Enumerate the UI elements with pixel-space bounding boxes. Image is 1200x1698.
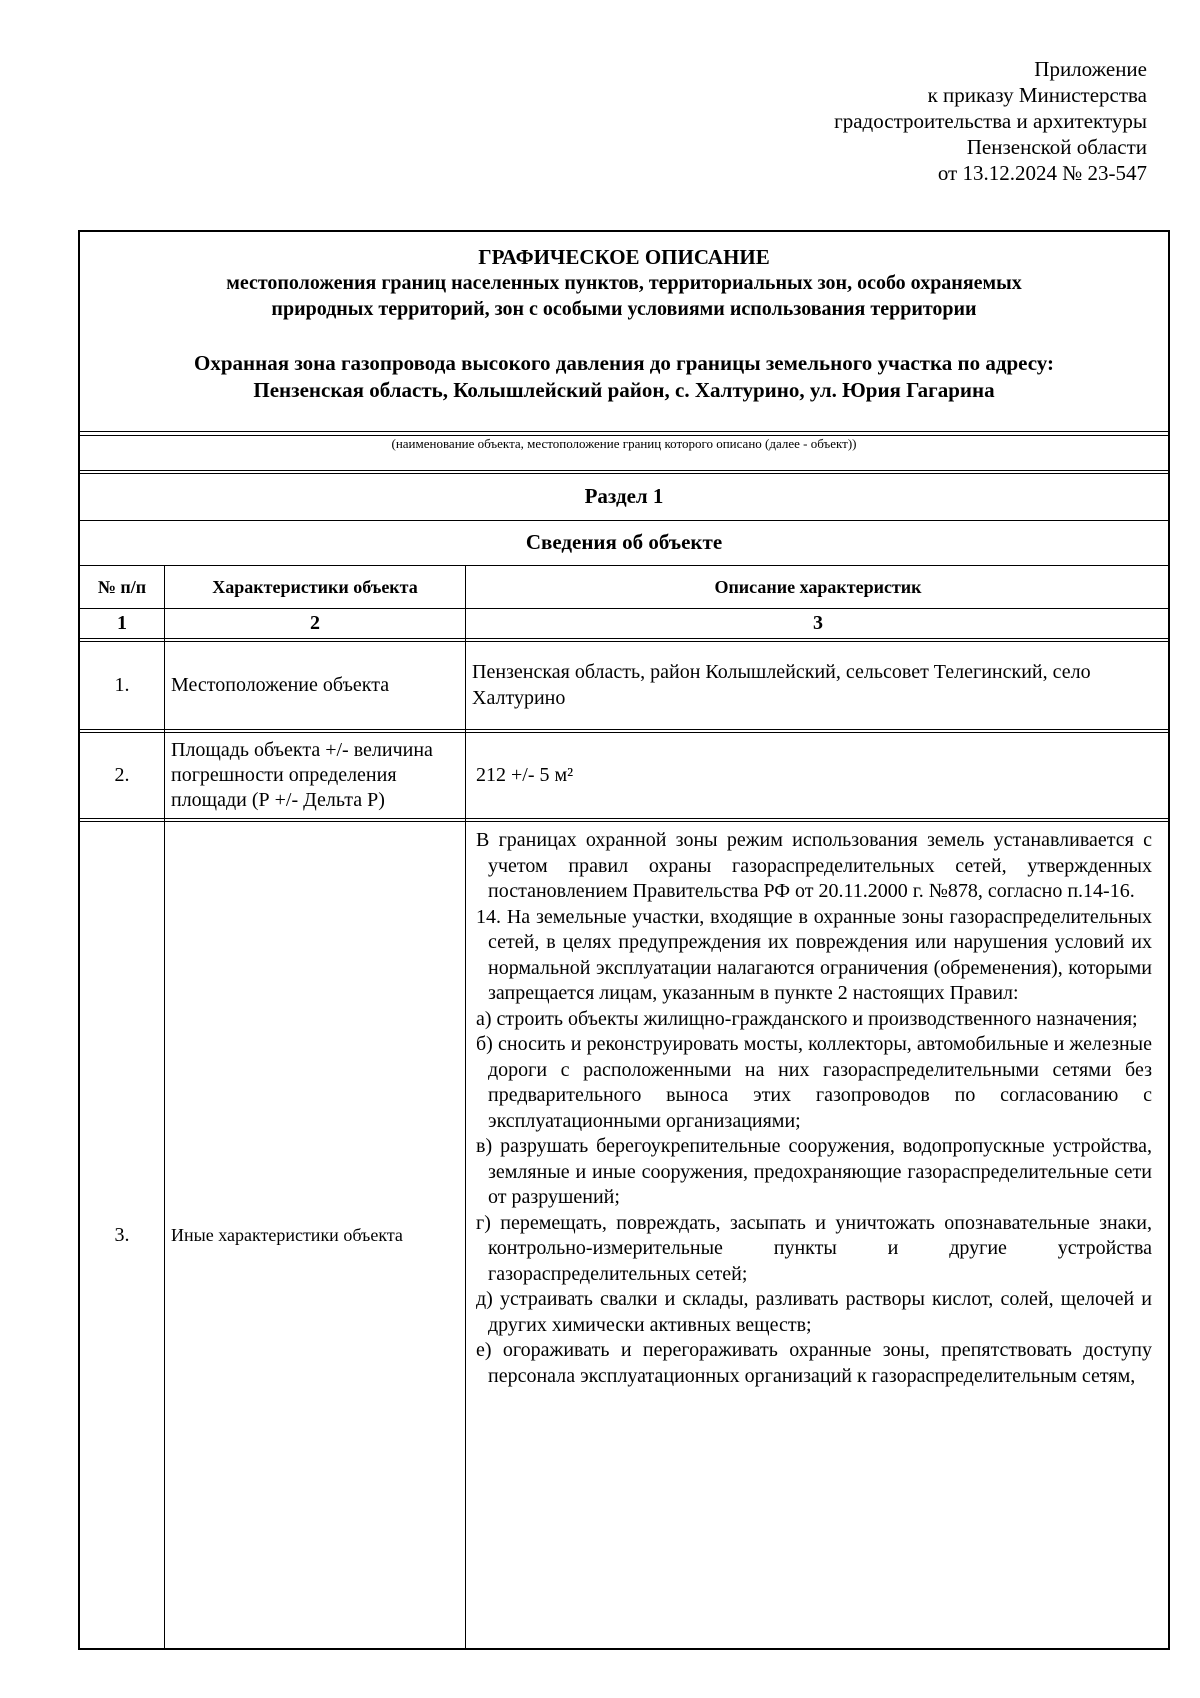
description-paragraph: а) строить объекты жилищно-гражданского и производственного назначения; xyxy=(476,1007,1138,1030)
column-number: 2 xyxy=(310,612,320,634)
table-row-number: 1. xyxy=(114,674,130,696)
table-row-value: Пензенская область, район Колышлейский, сельсовет Телегинский, село Халтурино xyxy=(472,661,1091,709)
description-paragraph: в) разрушать берегоукрепительные сооружения, водопропускные устройства, земляные и иные сооружения, предохраняющие газораспределительные сети от разрушений; xyxy=(476,1135,1152,1208)
table-row-name: Площадь объекта +/- величина погрешности определения площади (Р +/- Дельта Р) xyxy=(171,738,433,811)
object-name-line: Охранная зона газопровода высокого давления до границы земельного участка по адресу: xyxy=(194,351,1054,375)
document-header xyxy=(80,232,1168,432)
appendix-line: Пензенской области xyxy=(966,135,1147,159)
appendix-line: градостроительства и архитектуры xyxy=(834,109,1147,133)
section-title: Раздел 1 xyxy=(584,484,664,508)
object-caption: (наименование объекта, местоположение границ которого описано (далее - объект)) xyxy=(391,436,857,451)
column-header-description: Описание характеристик xyxy=(714,576,922,597)
appendix-note xyxy=(834,56,1147,186)
description-paragraph: д) устраивать свалки и склады, разливать растворы кислот, солей, щелочей и других химически активных веществ; xyxy=(476,1288,1152,1336)
divider xyxy=(80,431,1168,432)
column-header-characteristic: Характеристики объекта xyxy=(212,576,418,597)
table-row-name: Иные характеристики объекта xyxy=(171,1225,403,1245)
appendix-line: от 13.12.2024 № 23-547 xyxy=(937,161,1147,185)
description-paragraph: 14. На земельные участки, входящие в охранные зоны газораспределительных сетей, в целях предупреждения их повреждения или нарушения условий их нормальной эксплуатации налагаются ограничения (обременения), которыми запрещается лицам, указанным в пункте 2 настоящих Правил: xyxy=(476,905,1152,1004)
column-divider xyxy=(164,565,165,1650)
divider xyxy=(80,638,1168,639)
table-row-value: 212 +/- 5 м² xyxy=(476,764,574,786)
document-subtitle: местоположения границ населенных пунктов, территориальных зон, особо охраняемых xyxy=(226,272,1022,294)
object-name-line: Пензенская область, Колышлейский район, с. Халтурино, ул. Юрия Гагарина xyxy=(253,378,995,402)
table-row-name: Местоположение объекта xyxy=(171,674,390,696)
description-paragraph: е) огораживать и перегораживать охранные зоны, препятствовать доступу персонала эксплуатационных организаций к газораспределительным сетям, xyxy=(476,1339,1152,1387)
divider xyxy=(80,729,1168,730)
table-row-number: 3. xyxy=(114,1224,130,1246)
appendix-line: к приказу Министерства xyxy=(927,83,1147,107)
section-subtitle: Сведения об объекте xyxy=(525,530,723,554)
divider xyxy=(80,818,1168,819)
table-row-description xyxy=(476,828,1152,1646)
column-divider xyxy=(465,565,466,1650)
column-header-number: № п/п xyxy=(97,576,147,597)
column-number: 3 xyxy=(813,612,823,634)
description-paragraph: г) перемещать, повреждать, засыпать и уничтожать опознавательные знаки, контрольно-измерительные пункты и другие устройства газораспределительных сетей; xyxy=(476,1211,1152,1285)
column-number: 1 xyxy=(117,612,127,634)
description-paragraph: б) сносить и реконструировать мосты, коллекторы, автомобильные и железные дороги с расположенными на них газораспределительными сетями без предварительного выноса этих газопроводов по согласованию с эксплуатационными организациями; xyxy=(476,1033,1152,1132)
divider xyxy=(80,470,1168,471)
object-name xyxy=(80,350,1168,404)
description-paragraph: В границах охранной зоны режим использования земель устанавливается с учетом правил охраны газораспределительных сетей, утвержденных постановлением Правительства РФ от 20.11.2000 г. №878, согласно п.14-16. xyxy=(476,829,1152,902)
document-frame xyxy=(78,230,1170,1650)
document-subtitle: природных территорий, зон с особыми условиями использования территории xyxy=(271,298,977,320)
table-row-number: 2. xyxy=(114,764,130,786)
appendix-line: Приложение xyxy=(1034,57,1147,81)
document-title: ГРАФИЧЕСКОЕ ОПИСАНИЕ xyxy=(478,245,770,269)
